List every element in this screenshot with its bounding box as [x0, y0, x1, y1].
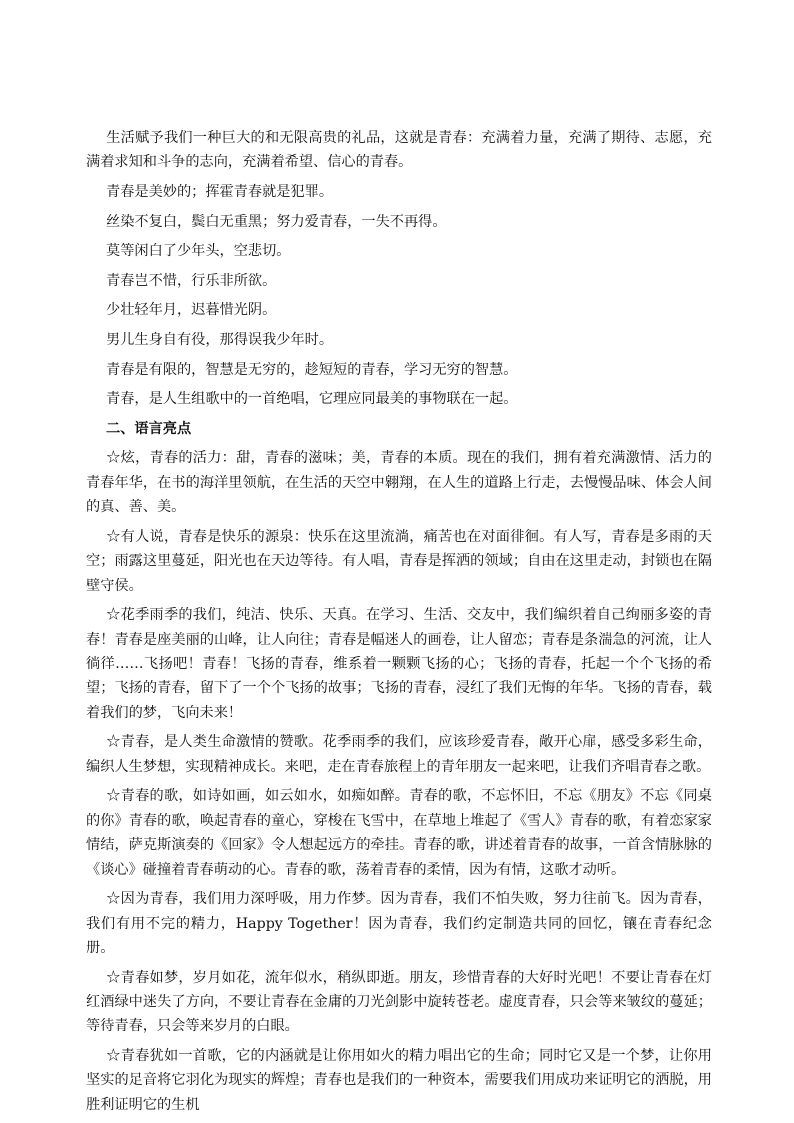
highlight-paragraph: ☆青春，是人类生命激情的赞歌。花季雨季的我们，应该珍爱青春，敞开心扉，感受多彩生命，编织人生梦想，实现精神成长。来吧，走在青春旅程上的青年朋友一起来吧，让我们齐唱青春之歌。	[86, 734, 712, 775]
intro-paragraph: 青春岂不惜，行乐非所欲。	[106, 272, 277, 289]
highlight-paragraph: ☆因为青春，我们用力深呼吸，用力作梦。因为青春，我们不怕失败，努力往前飞。因为青春，我们有用不完的精力，Happy Together！因为青春，我们约定制造共同的回忆，镶在青春纪念册。	[86, 891, 712, 956]
intro-paragraph: 丝染不复白，鬓白无重黑；努力爱青春，一失不再得。	[106, 213, 447, 230]
highlight-paragraph: ☆有人说，青春是快乐的源泉：快乐在这里流淌，痛苦也在对面徘徊。有人写，青春是多雨的天空；雨露这里蔓延，阳光也在天边等待。有人唱，青春是挥洒的领域；自由在这里走动，封锁也在隔壁守侯。	[86, 528, 712, 594]
highlight-paragraph: ☆青春犹如一首歌，它的内涵就是让你用如火的精力唱出它的生命；同时它又是一个梦，让你用坚实的足音将它羽化为现实的辉煌；青春也是我们的一种资本，需要我们用成功来证明它的洒脱，用胜利证明它的生机	[86, 1048, 712, 1113]
intro-paragraph: 莫等闲白了少年头，空悲切。	[106, 243, 291, 260]
document-page	[86, 126, 712, 1122]
intro-paragraph: 青春是美妙的；挥霍青春就是犯罪。	[106, 184, 334, 200]
highlight-paragraph: ☆炫，青春的活力：甜，青春的滋味；美，青春的本质。现在的我们，拥有着充满激情、活力的青春年华，在书的海洋里领航，在生活的天空中翱翔，在人生的道路上行走，去慢慢品味、体会人间的真、善、美。	[86, 450, 712, 516]
intro-paragraph: 青春，是人生组歌中的一首绝唱，它理应同最美的事物联在一起。	[106, 391, 518, 408]
intro-paragraph: 青春是有限的，智慧是无穷的，趁短短的青春，学习无穷的智慧。	[106, 361, 518, 378]
section-heading: 二、语言亮点	[106, 420, 192, 437]
intro-paragraph: 男儿生身自有役，那得误我少年时。	[106, 331, 334, 348]
highlight-paragraph: ☆花季雨季的我们，纯洁、快乐、天真。在学习、生活、交友中，我们编织着自己绚丽多姿的青春！青春是座美丽的山峰，让人向往；青春是幅迷人的画卷，让人留恋；青春是条湍急的河流，让人徜徉……飞扬吧！青春！飞扬的青春，维系着一颗颗飞扬的心；飞扬的青春，托起一个个飞扬的希望；飞扬的青春，留下了一个个飞扬的故事；飞扬的青春，浸红了我们无悔的年华。飞扬的青春，载着我们的梦，飞向未来！	[86, 607, 712, 721]
intro-paragraph: 生活赋予我们一种巨大的和无限高贵的礼品，这就是青春：充满着力量，充满了期待、志愿，充满着求知和斗争的志向，充满着希望、信心的青春。	[86, 130, 712, 171]
highlight-paragraph: ☆青春的歌，如诗如画，如云如水，如痴如醉。青春的歌，不忘怀旧，不忘《朋友》不忘《同桌的你》青春的歌，唤起青春的童心，穿梭在飞雪中，在草地上堆起了《雪人》青春的歌，有着恋家家情结，萨克斯演奏的《回家》令人想起远方的牵挂。青春的歌，讲述着青春的故事，一首含情脉脉的《谈心》碰撞着青春萌动的心。青春的歌，荡着青春的柔情，因为有情，这歌才动听。	[86, 788, 712, 878]
highlight-paragraph: ☆青春如梦，岁月如花，流年似水，稍纵即逝。朋友，珍惜青春的大好时光吧！不要让青春在灯红酒绿中迷失了方向，不要让青春在金庸的刀光剑影中旋转苍老。虚度青春，只会等来皱纹的蔓延；等待青春，只会等来岁月的白眼。	[86, 969, 712, 1035]
intro-paragraph: 少壮轻年月，迟暮惜光阴。	[106, 302, 277, 319]
